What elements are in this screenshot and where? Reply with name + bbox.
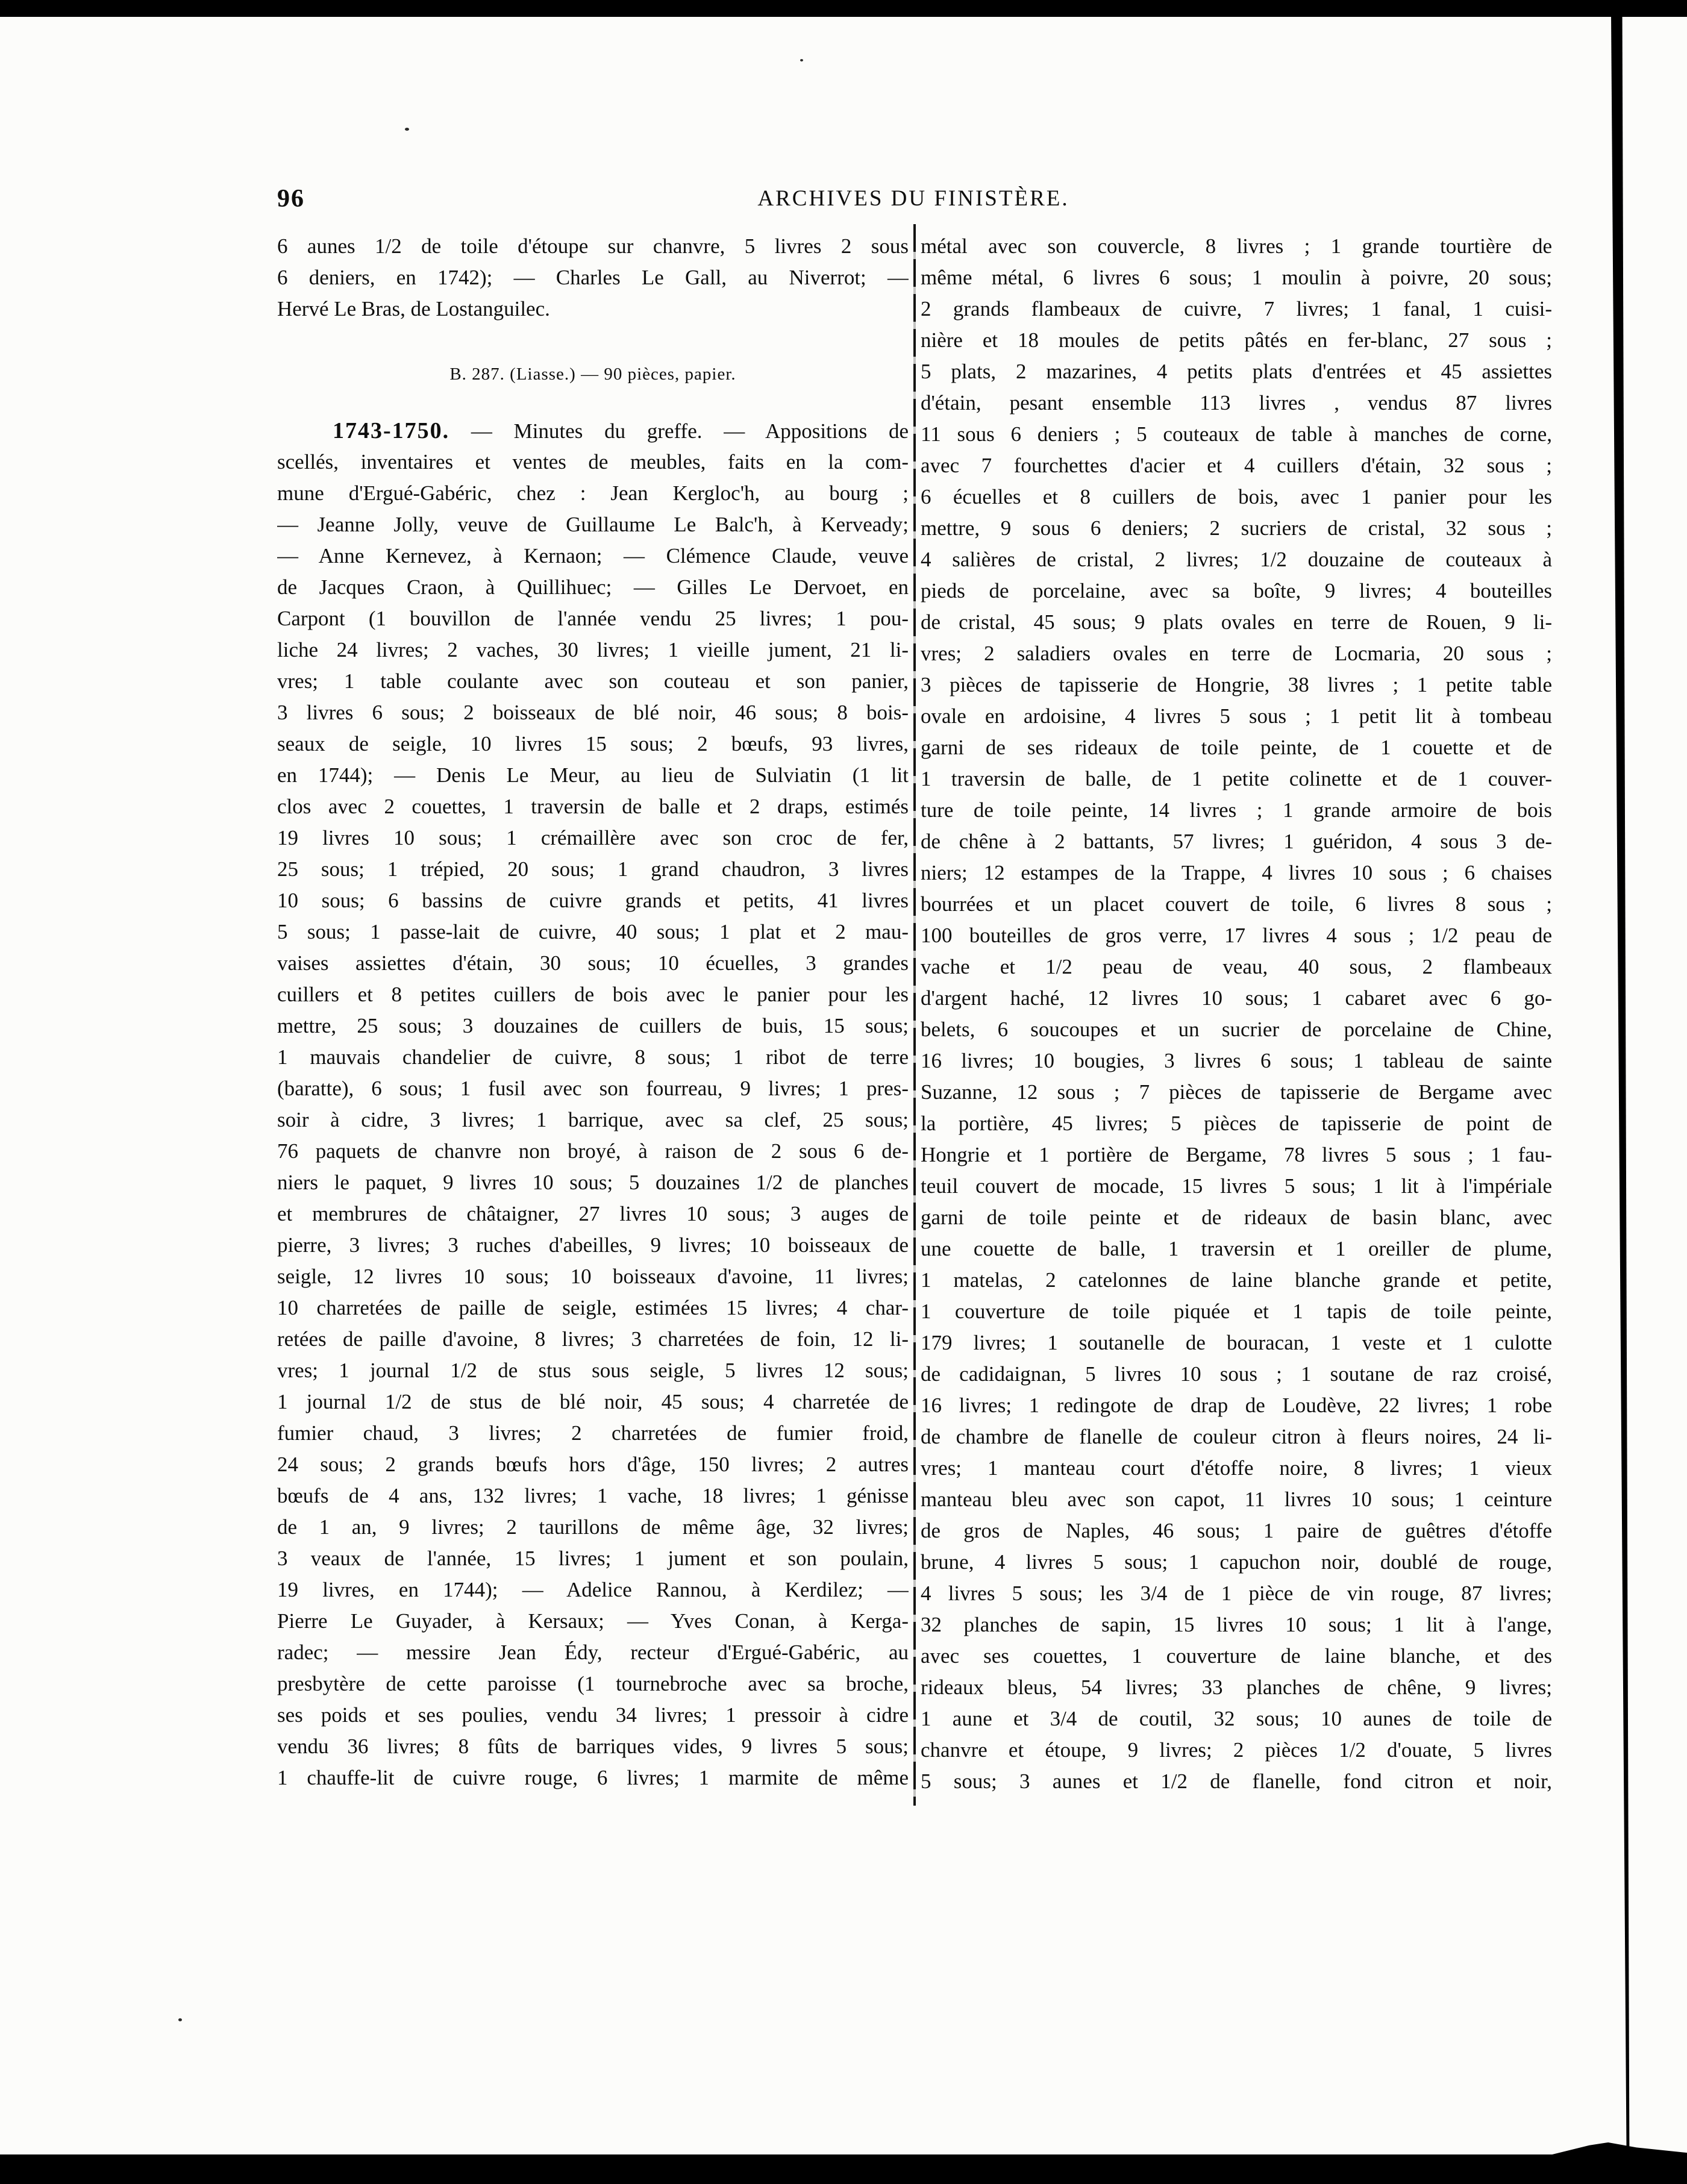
text-line: soir à cidre, 3 livres; 1 barrique, avec sa clef, 25 sous; [277, 1108, 909, 1131]
entry-paragraph-lines [277, 446, 909, 1794]
ink-speck [800, 59, 803, 61]
text-line: 10 sous; 6 bassins de cuivre grands et petits, 41 livres [277, 889, 909, 912]
text-line: chanvre et étoupe, 9 livres; 2 pièces 1/2 d'ouate, 5 livres [921, 1738, 1552, 1762]
text-line: 5 sous; 3 aunes et 1/2 de flanelle, fond citron et noir, [921, 1769, 1552, 1793]
text-line: garni de ses rideaux de toile peinte, de 1 couette et de [921, 736, 1552, 759]
text-line: 16 livres; 10 bougies, 3 livres 6 sous; 1 tableau de sainte [921, 1049, 1552, 1072]
text-line: 1 mauvais chandelier de cuivre, 8 sous; 1 ribot de terre [277, 1045, 909, 1069]
text-line: 4 livres 5 sous; les 3/4 de 1 pièce de vin rouge, 87 livres; [921, 1582, 1552, 1605]
text-line: vache et 1/2 peau de veau, 40 sous, 2 flambeaux [921, 955, 1552, 978]
text-line: retées de paille d'avoine, 8 livres; 3 charretées de foin, 12 li- [277, 1327, 909, 1351]
text-line: radec; — messire Jean Édy, recteur d'Ergué-Gabéric, au [277, 1641, 909, 1664]
text-line: 6 écuelles et 8 cuillers de bois, avec 1 panier pour les [921, 485, 1552, 508]
text-line: de 1 an, 9 livres; 2 taurillons de même âge, 32 livres; [277, 1515, 909, 1539]
text-line: 1 aune et 3/4 de coutil, 32 sous; 10 aunes de toile de [921, 1707, 1552, 1730]
text-line: bœufs de 4 ans, 132 livres; 1 vache, 18 livres; 1 génisse [277, 1484, 909, 1507]
text-line: 24 sous; 2 grands bœufs hors d'âge, 150 livres; 2 autres [277, 1453, 909, 1476]
page-header [277, 182, 1550, 217]
text-line: mettre, 9 sous 6 deniers; 2 sucriers de cristal, 32 sous ; [921, 516, 1552, 540]
text-line: de Jacques Craon, à Quillihuec; — Gilles Le Dervoet, en [277, 575, 909, 599]
right-column [921, 231, 1552, 1797]
text-line: 6 deniers, en 1742); — Charles Le Gall, au Niverrot; — [277, 266, 909, 289]
scan-top-edge [0, 0, 1687, 17]
text-line: (baratte), 6 sous; 1 fusil avec son fourreau, 9 livres; 1 pres- [277, 1077, 909, 1100]
text-line: seaux de seigle, 10 livres 15 sous; 2 bœufs, 93 livres, [277, 732, 909, 756]
text-line: scellés, inventaires et ventes de meubles, faits en la com- [277, 450, 909, 474]
text-line: 1 matelas, 2 catelonnes de laine blanche grande et petite, [921, 1268, 1552, 1292]
text-line: Carpont (1 bouvillon de l'année vendu 25 livres; 1 pou- [277, 607, 909, 630]
left-column [277, 231, 909, 1794]
text-line: 25 sous; 1 trépied, 20 sous; 1 grand chaudron, 3 livres [277, 857, 909, 881]
text-line: de chambre de flanelle de couleur citron à fleurs noires, 24 li- [921, 1425, 1552, 1448]
text-line: 3 livres 6 sous; 2 boisseaux de blé noir, 46 sous; 8 bois- [277, 701, 909, 724]
text-line: — Jeanne Jolly, veuve de Guillaume Le Balc'h, à Kerveady; [277, 513, 909, 536]
text-line: la portière, 45 livres; 5 pièces de tapisserie de point de [921, 1112, 1552, 1135]
text-line: 19 livres 10 sous; 1 crémaillère avec son croc de fer, [277, 826, 909, 850]
text-line: 3 pièces de tapisserie de Hongrie, 38 livres ; 1 petite table [921, 673, 1552, 696]
text-line: de chêne à 2 battants, 57 livres; 1 guéridon, 4 sous 3 de- [921, 830, 1552, 853]
page-title: ARCHIVES DU FINISTÈRE. [757, 186, 1069, 211]
ink-speck [405, 128, 409, 131]
text-line: garni de toile peinte et de rideaux de basin blanc, avec [921, 1206, 1552, 1229]
text-line: vres; 1 journal 1/2 de stus sous seigle, 5 livres 12 sous; [277, 1359, 909, 1382]
text-line: rideaux bleus, 54 livres; 33 planches de chêne, 9 livres; [921, 1676, 1552, 1699]
text-line: 1 journal 1/2 de stus de blé noir, 45 sous; 4 charretée de [277, 1390, 909, 1413]
entry-date-heading: 1743-1750. [333, 418, 450, 443]
text-line: seigle, 12 livres 10 sous; 10 boisseaux d'avoine, 11 livres; [277, 1265, 909, 1288]
text-line: mettre, 25 sous; 3 douzaines de cuillers de buis, 15 sous; [277, 1014, 909, 1037]
text-line: de gros de Naples, 46 sous; 1 paire de guêtres d'étoffe [921, 1519, 1552, 1542]
text-line: vendu 36 livres; 8 fûts de barriques vides, 9 livres 5 sous; [277, 1735, 909, 1758]
text-line: 16 livres; 1 redingote de drap de Loudève, 22 livres; 1 robe [921, 1394, 1552, 1417]
text-line: niers le paquet, 9 livres 10 sous; 5 douzaines 1/2 de planches [277, 1171, 909, 1194]
text-line: liche 24 livres; 2 vaches, 30 livres; 1 vieille jument, 21 li- [277, 638, 909, 662]
text-line: Suzanne, 12 sous ; 7 pièces de tapisserie de Bergame avec [921, 1080, 1552, 1104]
text-line: avec 7 fourchettes d'acier et 4 cuillers d'étain, 32 sous ; [921, 454, 1552, 477]
text-line: pieds de porcelaine, avec sa boîte, 9 livres; 4 bouteilles [921, 579, 1552, 602]
text-line: 32 planches de sapin, 15 livres 10 sous; 1 lit à l'ange, [921, 1613, 1552, 1636]
text-line: fumier chaud, 3 livres; 2 charretées de fumier froid, [277, 1421, 909, 1445]
text-line: niers; 12 estampes de la Trappe, 4 livres 10 sous ; 6 chaises [921, 861, 1552, 884]
text-line: ovale en ardoisine, 4 livres 5 sous ; 1 petit lit à tombeau [921, 704, 1552, 728]
text-line: d'argent haché, 12 livres 10 sous; 1 cabaret avec 6 go- [921, 986, 1552, 1010]
text-line: belets, 6 soucoupes et un sucrier de porcelaine de Chine, [921, 1018, 1552, 1041]
text-line: 1 traversin de balle, de 1 petite colinette et de 1 couver- [921, 767, 1552, 790]
text-line: clos avec 2 couettes, 1 traversin de balle et 2 draps, estimés [277, 795, 909, 818]
text-line: de cadidaignan, 5 livres 10 sous ; 1 soutane de raz croisé, [921, 1362, 1552, 1386]
text-line: vres; 2 saladiers ovales en terre de Locmaria, 20 sous ; [921, 642, 1552, 665]
text-line: en 1744); — Denis Le Meur, au lieu de Sulviatin (1 lit [277, 763, 909, 787]
text-line: Hervé Le Bras, de Lostanguilec. [277, 297, 550, 321]
text-line: mune d'Ergué-Gabéric, chez : Jean Kergloc'h, au bourg ; [277, 481, 909, 505]
text-line: 2 grands flambeaux de cuivre, 7 livres; 1 fanal, 1 cuisi- [921, 297, 1552, 321]
text-line: 1 chauffe-lit de cuivre rouge, 6 livres; 1 marmite de même [277, 1766, 909, 1789]
text-line: 10 charretées de paille de seigle, estimées 15 livres; 4 char- [277, 1296, 909, 1319]
text-line: vres; 1 manteau court d'étoffe noire, 8 livres; 1 vieux [921, 1456, 1552, 1480]
text-line: 4 salières de cristal, 2 livres; 1/2 douzaine de couteaux à [921, 548, 1552, 571]
intro-paragraph [277, 231, 909, 325]
text-line: 1 couverture de toile piquée et 1 tapis de toile peinte, [921, 1300, 1552, 1323]
text-line: 76 paquets de chanvre non broyé, à raison de 2 sous 6 de- [277, 1139, 909, 1163]
text-line: et membrures de châtaigner, 27 livres 10 sous; 3 auges de [277, 1202, 909, 1225]
text-line: nière et 18 moules de petits pâtés en fer-blanc, 27 sous ; [921, 328, 1552, 352]
liasse-heading: B. 287. (Liasse.) — 90 pièces, papier. [449, 365, 736, 384]
text-line: avec ses couettes, 1 couverture de laine blanche, et des [921, 1644, 1552, 1668]
text-line: 179 livres; 1 soutanelle de bouracan, 1 veste et 1 culotte [921, 1331, 1552, 1354]
text-line: de cristal, 45 sous; 9 plats ovales en terre de Rouen, 9 li- [921, 610, 1552, 634]
text-line: pierre, 3 livres; 3 ruches d'abeilles, 9 livres; 10 boisseaux de [277, 1233, 909, 1257]
text-line: 100 bouteilles de gros verre, 17 livres 4 sous ; 1/2 peau de [921, 924, 1552, 947]
text-line: vaises assiettes d'étain, 30 sous; 10 écuelles, 3 grandes [277, 951, 909, 975]
text-line: d'étain, pesant ensemble 113 livres , vendus 87 livres [921, 391, 1552, 415]
text-line: 3 veaux de l'année, 15 livres; 1 jument et son poulain, [277, 1547, 909, 1570]
text-line: 19 livres, en 1744); — Adelice Rannou, à Kerdilez; — [277, 1578, 909, 1601]
text-line: ture de toile peinte, 14 livres ; 1 grande armoire de bois [921, 798, 1552, 822]
text-line: Pierre Le Guyader, à Kersaux; — Yves Conan, à Kerga- [277, 1609, 909, 1633]
text-line: teuil couvert de mocade, 15 livres 5 sous; 1 lit à l'impériale [921, 1174, 1552, 1198]
column-divider-rule [913, 224, 916, 1806]
entry-paragraph [277, 415, 909, 1794]
text-line: manteau bleu avec son capot, 11 livres 10 sous; 1 ceinture [921, 1488, 1552, 1511]
text-line: une couette de balle, 1 traversin et 1 oreiller de plume, [921, 1237, 1552, 1260]
text-line: métal avec son couvercle, 8 livres ; 1 grande tourtière de [921, 234, 1552, 258]
text-line: vres; 1 table coulante avec son couteau et son panier, [277, 669, 909, 693]
scan-right-edge [1611, 14, 1630, 2156]
text-line: bourrées et un placet couvert de toile, 6 livres 8 sous ; [921, 892, 1552, 916]
text-line: 6 aunes 1/2 de toile d'étoupe sur chanvre, 5 livres 2 sous [277, 234, 909, 258]
page-number: 96 [277, 185, 305, 213]
scan-bottom-edge [0, 2154, 1687, 2184]
ink-speck [178, 2018, 182, 2021]
text-line: 11 sous 6 deniers ; 5 couteaux de table à manches de corne, [921, 422, 1552, 446]
text-line: 5 plats, 2 mazarines, 4 petits plats d'entrées et 45 assiettes [921, 360, 1552, 383]
text-line: Hongrie et 1 portière de Bergame, 78 livres 5 sous ; 1 fau- [921, 1143, 1552, 1166]
text-line [277, 415, 909, 446]
text-line: presbytère de cette paroisse (1 tournebroche avec sa broche, [277, 1672, 909, 1695]
text-line: brune, 4 livres 5 sous; 1 capuchon noir, doublé de rouge, [921, 1550, 1552, 1574]
right-column-paragraph [921, 231, 1552, 1797]
text-line: même métal, 6 livres 6 sous; 1 moulin à poivre, 20 sous; [921, 266, 1552, 289]
text-line: cuillers et 8 petites cuillers de bois avec le panier pour les [277, 983, 909, 1006]
text-line: ses poids et ses poulies, vendu 34 livres; 1 pressoir à cidre [277, 1703, 909, 1727]
entry-first-line-text: — Minutes du greffe. — Appositions de [449, 419, 909, 443]
text-line: 5 sous; 1 passe-lait de cuivre, 40 sous; 1 plat et 2 mau- [277, 920, 909, 943]
text-line: — Anne Kernevez, à Kernaon; — Clémence Claude, veuve [277, 544, 909, 568]
